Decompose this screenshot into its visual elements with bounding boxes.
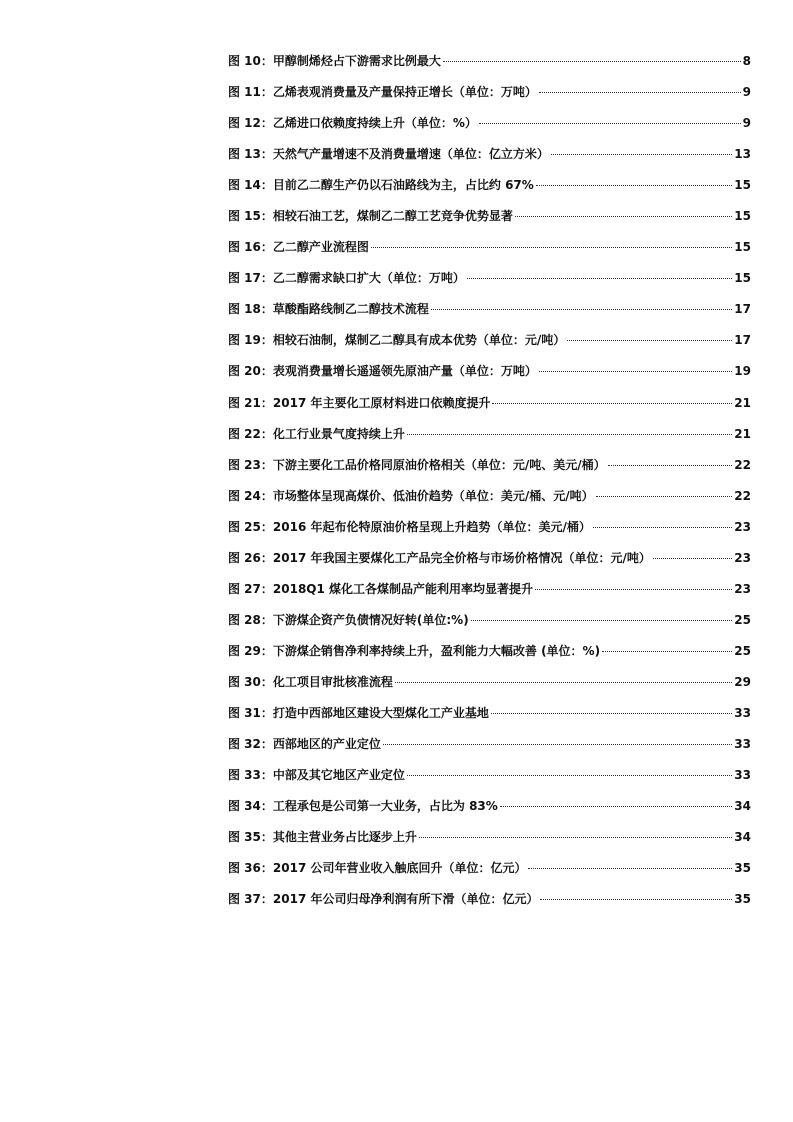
toc-dot-leader (608, 465, 733, 466)
toc-entry[interactable] (228, 207, 751, 238)
toc-entry[interactable] (228, 83, 751, 114)
toc-entry-page-number: 17 (734, 302, 751, 317)
toc-entry[interactable] (228, 735, 751, 766)
toc-dot-leader (395, 682, 732, 683)
toc-entry-title: 2017 年公司归母净利润有所下滑（单位：亿元） (272, 892, 539, 907)
toc-entry-page-number: 22 (734, 488, 751, 503)
toc-entry-label: 图 34： (228, 799, 273, 814)
toc-entry-page-number: 23 (734, 550, 751, 565)
toc-entry-label: 图 18： (228, 302, 273, 317)
toc-entry-title: 市场整体呈现高煤价、低油价趋势（单位：美元/桶、元/吨） (272, 488, 594, 503)
toc-entry-page-number: 21 (734, 426, 751, 441)
toc-entry-label: 图 36： (228, 861, 273, 876)
toc-entry-page-number: 9 (742, 116, 751, 131)
toc-entry[interactable] (228, 331, 751, 362)
toc-entry-label: 图 12： (228, 116, 273, 131)
toc-entry-page-number: 29 (734, 674, 751, 689)
toc-dot-leader (371, 247, 732, 248)
toc-entry-page-number: 8 (742, 54, 751, 68)
toc-entry-title: 乙二醇产业流程图 (272, 240, 369, 255)
toc-dot-leader (443, 61, 741, 62)
toc-entry[interactable] (228, 145, 751, 176)
toc-entry-title: 2017 公司年营业收入触底回升（单位：亿元） (272, 861, 527, 876)
toc-entry-title: 相较石油制，煤制乙二醇具有成本优势（单位：元/吨） (272, 333, 566, 348)
toc-entry-page-number: 34 (734, 830, 751, 845)
toc-entry-title: 下游煤企销售净利率持续上升，盈利能力大幅改善 (单位：%) (272, 643, 601, 658)
toc-entry-title: 乙烯表观消费量及产量保持正增长（单位：万吨） (272, 85, 537, 100)
toc-entry-page-number: 33 (734, 705, 751, 720)
toc-dot-leader (528, 868, 732, 869)
toc-entry-title: 化工项目审批核准流程 (272, 674, 393, 689)
toc-dot-leader (539, 371, 732, 372)
toc-dot-leader (419, 837, 732, 838)
toc-dot-leader (500, 806, 733, 807)
toc-entry-label: 图 11： (228, 85, 273, 100)
toc-entry-page-number: 15 (734, 240, 751, 255)
toc-entry-page-number: 25 (734, 643, 751, 658)
toc-entry-label: 图 26： (228, 550, 273, 565)
toc-entry[interactable] (228, 425, 751, 456)
toc-dot-leader (567, 340, 732, 341)
toc-entry-title: 相较石油工艺，煤制乙二醇工艺竞争优势显著 (272, 209, 513, 224)
toc-dot-leader (383, 744, 732, 745)
toc-entry-label: 图 24： (228, 488, 273, 503)
toc-entry[interactable] (228, 456, 751, 487)
toc-entry-page-number: 9 (742, 85, 751, 100)
toc-entry[interactable] (228, 269, 751, 300)
toc-entry-title: 2017 年我国主要煤化工产品完全价格与市场价格情况（单位：元/吨） (272, 550, 651, 565)
toc-entry-page-number: 17 (734, 333, 751, 348)
toc-entry[interactable] (228, 518, 751, 549)
toc-entry-title: 其他主营业务占比逐步上升 (272, 830, 417, 845)
toc-dot-leader (596, 496, 733, 497)
toc-entry-title: 西部地区的产业定位 (272, 737, 381, 752)
toc-entry-label: 图 32： (228, 737, 273, 752)
toc-entry[interactable] (228, 642, 751, 673)
toc-dot-leader (653, 558, 732, 559)
toc-entry-page-number: 21 (734, 395, 751, 410)
toc-entry-label: 图 13： (228, 147, 273, 162)
figure-list-toc (228, 52, 751, 921)
toc-entry-label: 图 19： (228, 333, 273, 348)
toc-entry[interactable] (228, 828, 751, 859)
toc-dot-leader (535, 589, 732, 590)
toc-entry-label: 图 21： (228, 395, 273, 410)
toc-entry-label: 图 25： (228, 519, 273, 534)
toc-entry-label: 图 16： (228, 240, 273, 255)
toc-dot-leader (539, 92, 741, 93)
toc-entry[interactable] (228, 362, 751, 393)
toc-entry-label: 图 31： (228, 705, 273, 720)
toc-dot-leader (492, 403, 732, 404)
toc-entry-label: 图 37： (228, 892, 273, 907)
toc-dot-leader (536, 185, 733, 186)
toc-entry-title: 2016 年起布伦特原油价格呈现上升趋势（单位：美元/桶） (272, 519, 591, 534)
toc-entry-title: 下游主要化工品价格同原油价格相关（单位：元/吨、美元/桶） (272, 457, 606, 472)
toc-entry-title: 下游煤企资产负债情况好转(单位:%) (272, 612, 469, 627)
toc-entry[interactable] (228, 238, 751, 269)
toc-entry-title: 化工行业景气度持续上升 (272, 426, 405, 441)
toc-entry-label: 图 35： (228, 830, 273, 845)
toc-entry-title: 中部及其它地区产业定位 (272, 768, 405, 783)
toc-entry-title: 表观消费量增长遥遥领先原油产量（单位：万吨） (272, 364, 537, 379)
toc-entry-page-number: 22 (734, 457, 751, 472)
toc-entry-page-number: 15 (734, 178, 751, 193)
toc-entry[interactable] (228, 52, 751, 83)
toc-entry-label: 图 28： (228, 612, 273, 627)
toc-entry-title: 2018Q1 煤化工各煤制品产能利用率均显著提升 (272, 581, 534, 596)
toc-entry-page-number: 35 (734, 861, 751, 876)
toc-dot-leader (467, 278, 732, 279)
toc-entry[interactable] (228, 487, 751, 518)
toc-entry-label: 图 14： (228, 178, 273, 193)
toc-dot-leader (431, 309, 732, 310)
toc-entry-title: 目前乙二醇生产仍以石油路线为主，占比约 67% (272, 178, 534, 193)
toc-dot-leader (491, 713, 732, 714)
toc-entry-page-number: 34 (734, 799, 751, 814)
toc-dot-leader (515, 216, 732, 217)
toc-dot-leader (407, 434, 732, 435)
toc-entry[interactable] (228, 549, 751, 580)
toc-entry[interactable] (228, 766, 751, 797)
toc-entry-title: 乙二醇需求缺口扩大（单位：万吨） (272, 271, 465, 286)
toc-dot-leader (551, 154, 732, 155)
toc-entry-page-number: 15 (734, 271, 751, 286)
toc-entry-label: 图 27： (228, 581, 273, 596)
toc-entry[interactable] (228, 890, 751, 921)
toc-entry[interactable] (228, 797, 751, 828)
toc-entry-page-number: 35 (734, 892, 751, 907)
toc-entry-page-number: 23 (734, 581, 751, 596)
toc-entry-label: 图 33： (228, 768, 273, 783)
toc-entry-page-number: 33 (734, 737, 751, 752)
toc-entry-label: 图 30： (228, 674, 273, 689)
toc-entry-title: 乙烯进口依赖度持续上升（单位：%） (272, 116, 477, 131)
toc-entry[interactable] (228, 859, 751, 890)
toc-entry-page-number: 13 (734, 147, 751, 162)
toc-entry-page-number: 23 (734, 519, 751, 534)
toc-entry[interactable] (228, 611, 751, 642)
toc-entry-page-number: 33 (734, 768, 751, 783)
toc-dot-leader (471, 620, 733, 621)
toc-entry[interactable] (228, 300, 751, 331)
toc-entry[interactable] (228, 394, 751, 425)
toc-entry-label: 图 23： (228, 457, 273, 472)
toc-entry[interactable] (228, 114, 751, 145)
toc-entry[interactable] (228, 704, 751, 735)
toc-entry-label: 图 15： (228, 209, 273, 224)
toc-dot-leader (407, 775, 732, 776)
toc-entry[interactable] (228, 176, 751, 207)
toc-entry-label: 图 10： (228, 54, 273, 68)
toc-entry-page-number: 15 (734, 209, 751, 224)
toc-entry-page-number: 25 (734, 612, 751, 627)
toc-entry-title: 天然气产量增速不及消费量增速（单位：亿立方米） (272, 147, 549, 162)
toc-dot-leader (593, 527, 732, 528)
toc-entry-label: 图 17： (228, 271, 273, 286)
toc-dot-leader (602, 651, 732, 652)
toc-dot-leader (479, 123, 741, 124)
toc-entry-title: 2017 年主要化工原材料进口依赖度提升 (272, 395, 491, 410)
toc-entry-title: 打造中西部地区建设大型煤化工产业基地 (272, 705, 489, 720)
toc-entry-label: 图 29： (228, 643, 273, 658)
toc-entry-page-number: 19 (734, 364, 751, 379)
toc-entry-title: 甲醇制烯烃占下游需求比例最大 (272, 54, 441, 68)
toc-entry-label: 图 20： (228, 364, 273, 379)
toc-entry[interactable] (228, 580, 751, 611)
toc-dot-leader (540, 899, 732, 900)
toc-entry[interactable] (228, 673, 751, 704)
toc-entry-title: 工程承包是公司第一大业务，占比为 83% (272, 799, 498, 814)
toc-entry-title: 草酸酯路线制乙二醇技术流程 (272, 302, 429, 317)
toc-entry-label: 图 22： (228, 426, 273, 441)
